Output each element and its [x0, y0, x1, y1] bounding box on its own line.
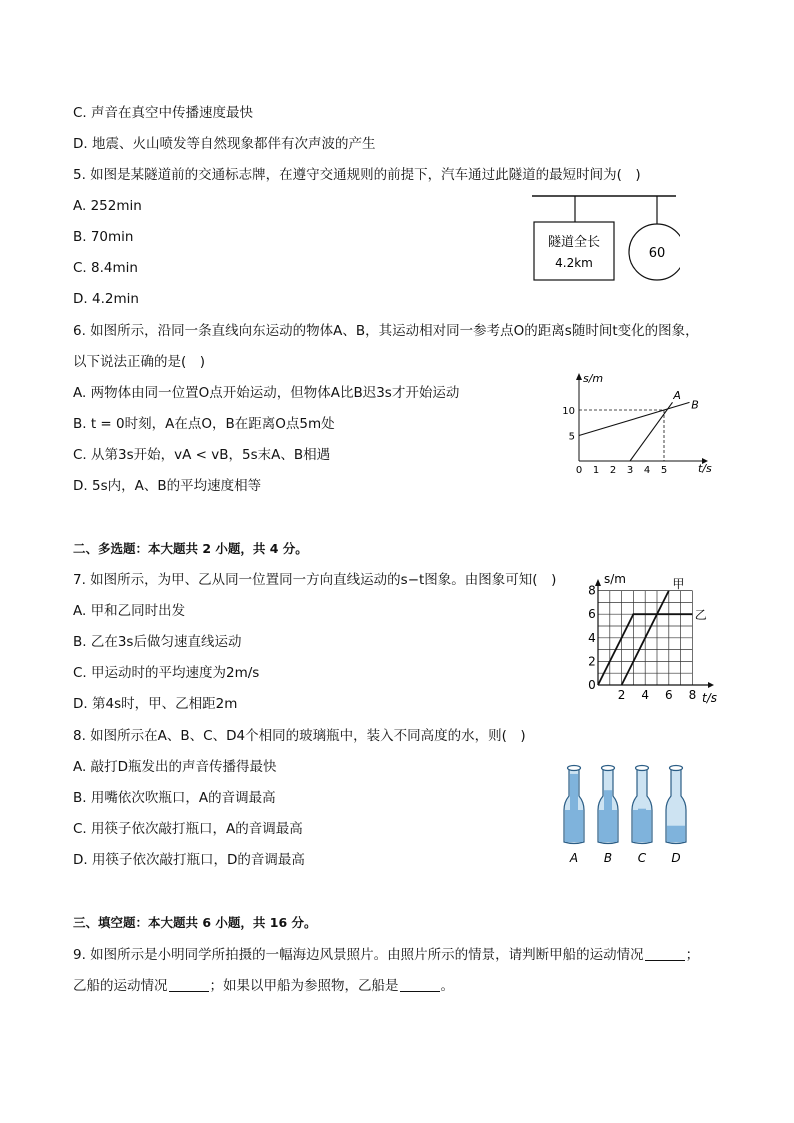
q7-st-graph	[578, 568, 726, 708]
y-tick-6: 6	[588, 607, 596, 622]
x-tick-0: 0	[575, 465, 583, 476]
x-axis-label: t/s	[702, 691, 717, 705]
x-tick-4: 4	[643, 465, 651, 476]
q7-option-b: B. 乙在3s后做匀速直线运动	[73, 634, 242, 650]
bottle-mouth-D	[670, 766, 683, 771]
q6-stem-line1: 6. 如图所示，沿同一条直线向东运动的物体A、B，其运动相对同一参考点O的距离s随时间t变化的图象，	[73, 323, 699, 339]
series-line-A	[630, 402, 673, 461]
q6-option-d: D. 5s内，A、B的平均速度相等	[73, 478, 262, 494]
series-label-A: A	[673, 388, 681, 402]
bottle-mouth-C	[636, 766, 649, 771]
y-tick-2: 2	[588, 654, 596, 669]
q6-option-b: B. t = 0时刻，A在点O，B在距离O点5m处	[73, 416, 335, 432]
tunnel-length-sign	[534, 222, 614, 280]
q6-option-a: A. 两物体由同一位置O点开始运动，但物体A比B迟3s才开始运动	[73, 385, 460, 401]
x-tick-3: 3	[626, 465, 634, 476]
bottle-label-C: C	[637, 851, 647, 865]
section2-title: 二、多选题：本大题共 2 小题，共 4 分。	[73, 541, 308, 556]
bottle-label-D: D	[671, 851, 681, 865]
series-label-B: B	[691, 398, 699, 412]
q8-option-b: B. 用嘴依次吹瓶口，A的音调最高	[73, 790, 276, 806]
y-axis-label: s/m	[604, 572, 626, 586]
y-axis-arrow	[595, 579, 601, 586]
water-neck-C	[638, 809, 646, 810]
series-label-jia: 甲	[672, 577, 685, 592]
x-axis-arrow	[708, 682, 714, 688]
answer-blank-1[interactable]	[645, 947, 685, 961]
bottle-mouth-B	[602, 766, 615, 771]
q9-text-a: 9. 如图所示是小明同学所拍摄的一幅海边风景照片。由照片所示的情景，请判断甲船的运动情况	[73, 947, 644, 963]
q5-option-c: C. 8.4min	[73, 260, 138, 276]
q5-option-b: B. 70min	[73, 229, 134, 245]
q6-st-graph	[560, 368, 720, 480]
y-tick-4: 4	[588, 630, 596, 645]
answer-blank-2[interactable]	[169, 978, 209, 992]
y-tick-10: 10	[562, 406, 575, 417]
y-axis-arrow	[576, 373, 582, 380]
q5-option-d: D. 4.2min	[73, 291, 139, 307]
x-tick-5: 5	[660, 465, 668, 476]
water-body-B	[599, 810, 617, 842]
x-axis-label: t/s	[698, 462, 712, 475]
q8-option-a: A. 敲打D瓶发出的声音传播得最快	[73, 759, 277, 775]
section3-title: 三、填空题：本大题共 6 小题，共 16 分。	[73, 915, 317, 930]
y-axis-label: s/m	[583, 372, 604, 385]
bottle-label-B: B	[603, 851, 613, 865]
water-body-A	[565, 810, 583, 842]
q7-stem: 7. 如图所示，为甲、乙从同一位置同一方向直线运动的s−t图象。由图象可知( )	[73, 572, 557, 588]
series-line-B	[579, 402, 690, 435]
water-neck-A	[570, 774, 578, 810]
q4-option-d: D. 地震、火山喷发等自然现象都伴有次声波的产生	[73, 136, 376, 152]
bottle-label-A: A	[569, 851, 579, 865]
q8-stem: 8. 如图所示在A、B、C、D4个相同的玻璃瓶中，装入不同高度的水，则( )	[73, 728, 526, 744]
x-tick-4: 4	[641, 688, 650, 702]
y-tick-8: 8	[588, 583, 596, 598]
q9-text-c: 乙船的运动情况	[73, 978, 168, 994]
q6-option-c: C. 从第3s开始，vA < vB，5s末A、B相遇	[73, 447, 331, 463]
q9-line2	[73, 977, 454, 995]
q5-option-a: A. 252min	[73, 198, 142, 214]
x-tick-6: 6	[664, 688, 673, 702]
y-tick-5: 5	[568, 431, 575, 443]
water-neck-B	[604, 790, 612, 810]
q4-option-c: C. 声音在真空中传播速度最快	[73, 105, 254, 121]
q5-stem: 5. 如图是某隧道前的交通标志牌，在遵守交通规则的前提下，汽车通过此隧道的最短时间为( )	[73, 167, 641, 183]
traffic-sign-figure	[530, 190, 680, 285]
x-tick-0: 0	[588, 678, 596, 692]
q7-option-c: C. 甲运动时的平均速度为2m/s	[73, 665, 260, 681]
q7-option-d: D. 第4s时，甲、乙相距2m	[73, 696, 238, 712]
tunnel-length: 4.2km	[555, 256, 593, 270]
q9-line1	[73, 946, 699, 964]
series-label-yi: 乙	[694, 607, 707, 622]
x-tick-8: 8	[688, 688, 697, 702]
bottle-mouth-A	[568, 766, 581, 771]
q6-stem-line2: 以下说法正确的是( )	[73, 354, 206, 370]
q9-text-d: ；如果以甲船为参照物，乙船是	[209, 978, 399, 994]
x-tick-1: 1	[592, 465, 600, 476]
x-tick-2: 2	[617, 688, 626, 702]
x-tick-2: 2	[609, 465, 617, 476]
q7-option-a: A. 甲和乙同时出发	[73, 603, 186, 619]
q9-text-e: 。	[440, 978, 454, 994]
glass-bottles-figure	[558, 762, 698, 870]
q8-option-d: D. 用筷子依次敲打瓶口，D的音调最高	[73, 852, 305, 868]
water-body-C	[633, 810, 651, 842]
q9-text-b: ；	[685, 947, 700, 963]
answer-blank-3[interactable]	[400, 978, 440, 992]
tunnel-label: 隧道全长	[547, 235, 601, 250]
speed-limit-value: 60	[648, 246, 666, 261]
q8-option-c: C. 用筷子依次敲打瓶口，A的音调最高	[73, 821, 303, 837]
water-D	[667, 826, 685, 842]
